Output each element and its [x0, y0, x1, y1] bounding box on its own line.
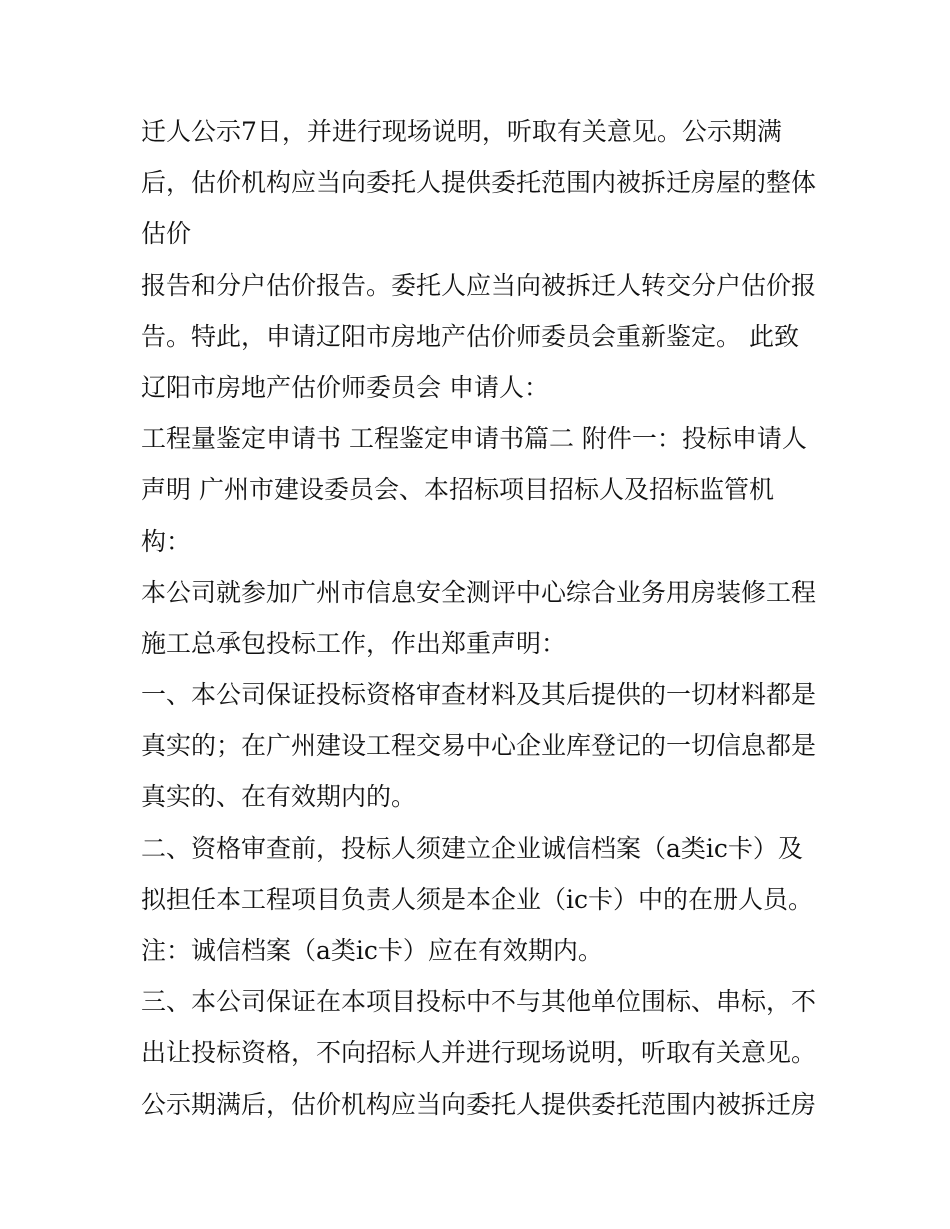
text-line: 告。特此，申请辽阳市房地产估价师委员会重新鉴定。 此致: [141, 321, 799, 351]
text-line: 声明 广州市建设委员会、本招标项目招标人及招标监管机: [141, 475, 774, 505]
text-line: 后，估价机构应当向委托人提供委托范围内被拆迁房屋的整体: [141, 168, 817, 198]
text-line: 二、资格审查前，投标人须建立企业诚信档案（a类ic卡）及: [141, 833, 803, 863]
text-line: 施工总承包投标工作，作出郑重声明：: [141, 628, 567, 658]
text-line: 估价: [141, 219, 192, 249]
document-body: [141, 106, 821, 1130]
text-line: 辽阳市房地产估价师委员会 申请人：: [141, 372, 549, 402]
text-line: 拟担任本工程项目负责人须是本企业（ic卡）中的在册人员。: [141, 884, 813, 914]
text-line: 本公司就参加广州市信息安全测评中心综合业务用房装修工程: [141, 577, 817, 607]
text-line: 公示期满后，估价机构应当向委托人提供委托范围内被拆迁房: [141, 1089, 817, 1119]
text-line: 真实的；在广州建设工程交易中心企业库登记的一切信息都是: [141, 731, 817, 761]
text-line: 出让投标资格，不向招标人并进行现场说明，听取有关意见。: [141, 1038, 817, 1068]
text-line: 工程量鉴定申请书 工程鉴定申请书篇二 附件一：投标申请人: [141, 424, 807, 454]
text-line: 真实的、在有效期内的。: [141, 782, 417, 812]
text-line: 报告和分户估价报告。委托人应当向被拆迁人转交分户估价报: [141, 270, 817, 300]
text-line: 三、本公司保证在本项目投标中不与其他单位围标、串标，不: [141, 987, 817, 1017]
text-line: 注：诚信档案（a类ic卡）应在有效期内。: [141, 936, 603, 965]
text-line: 迁人公示7日，并进行现场说明，听取有关意见。公示期满: [141, 117, 782, 146]
text-line: 构：: [141, 526, 192, 556]
text-line: 一、本公司保证投标资格审查材料及其后提供的一切材料都是: [141, 680, 817, 710]
